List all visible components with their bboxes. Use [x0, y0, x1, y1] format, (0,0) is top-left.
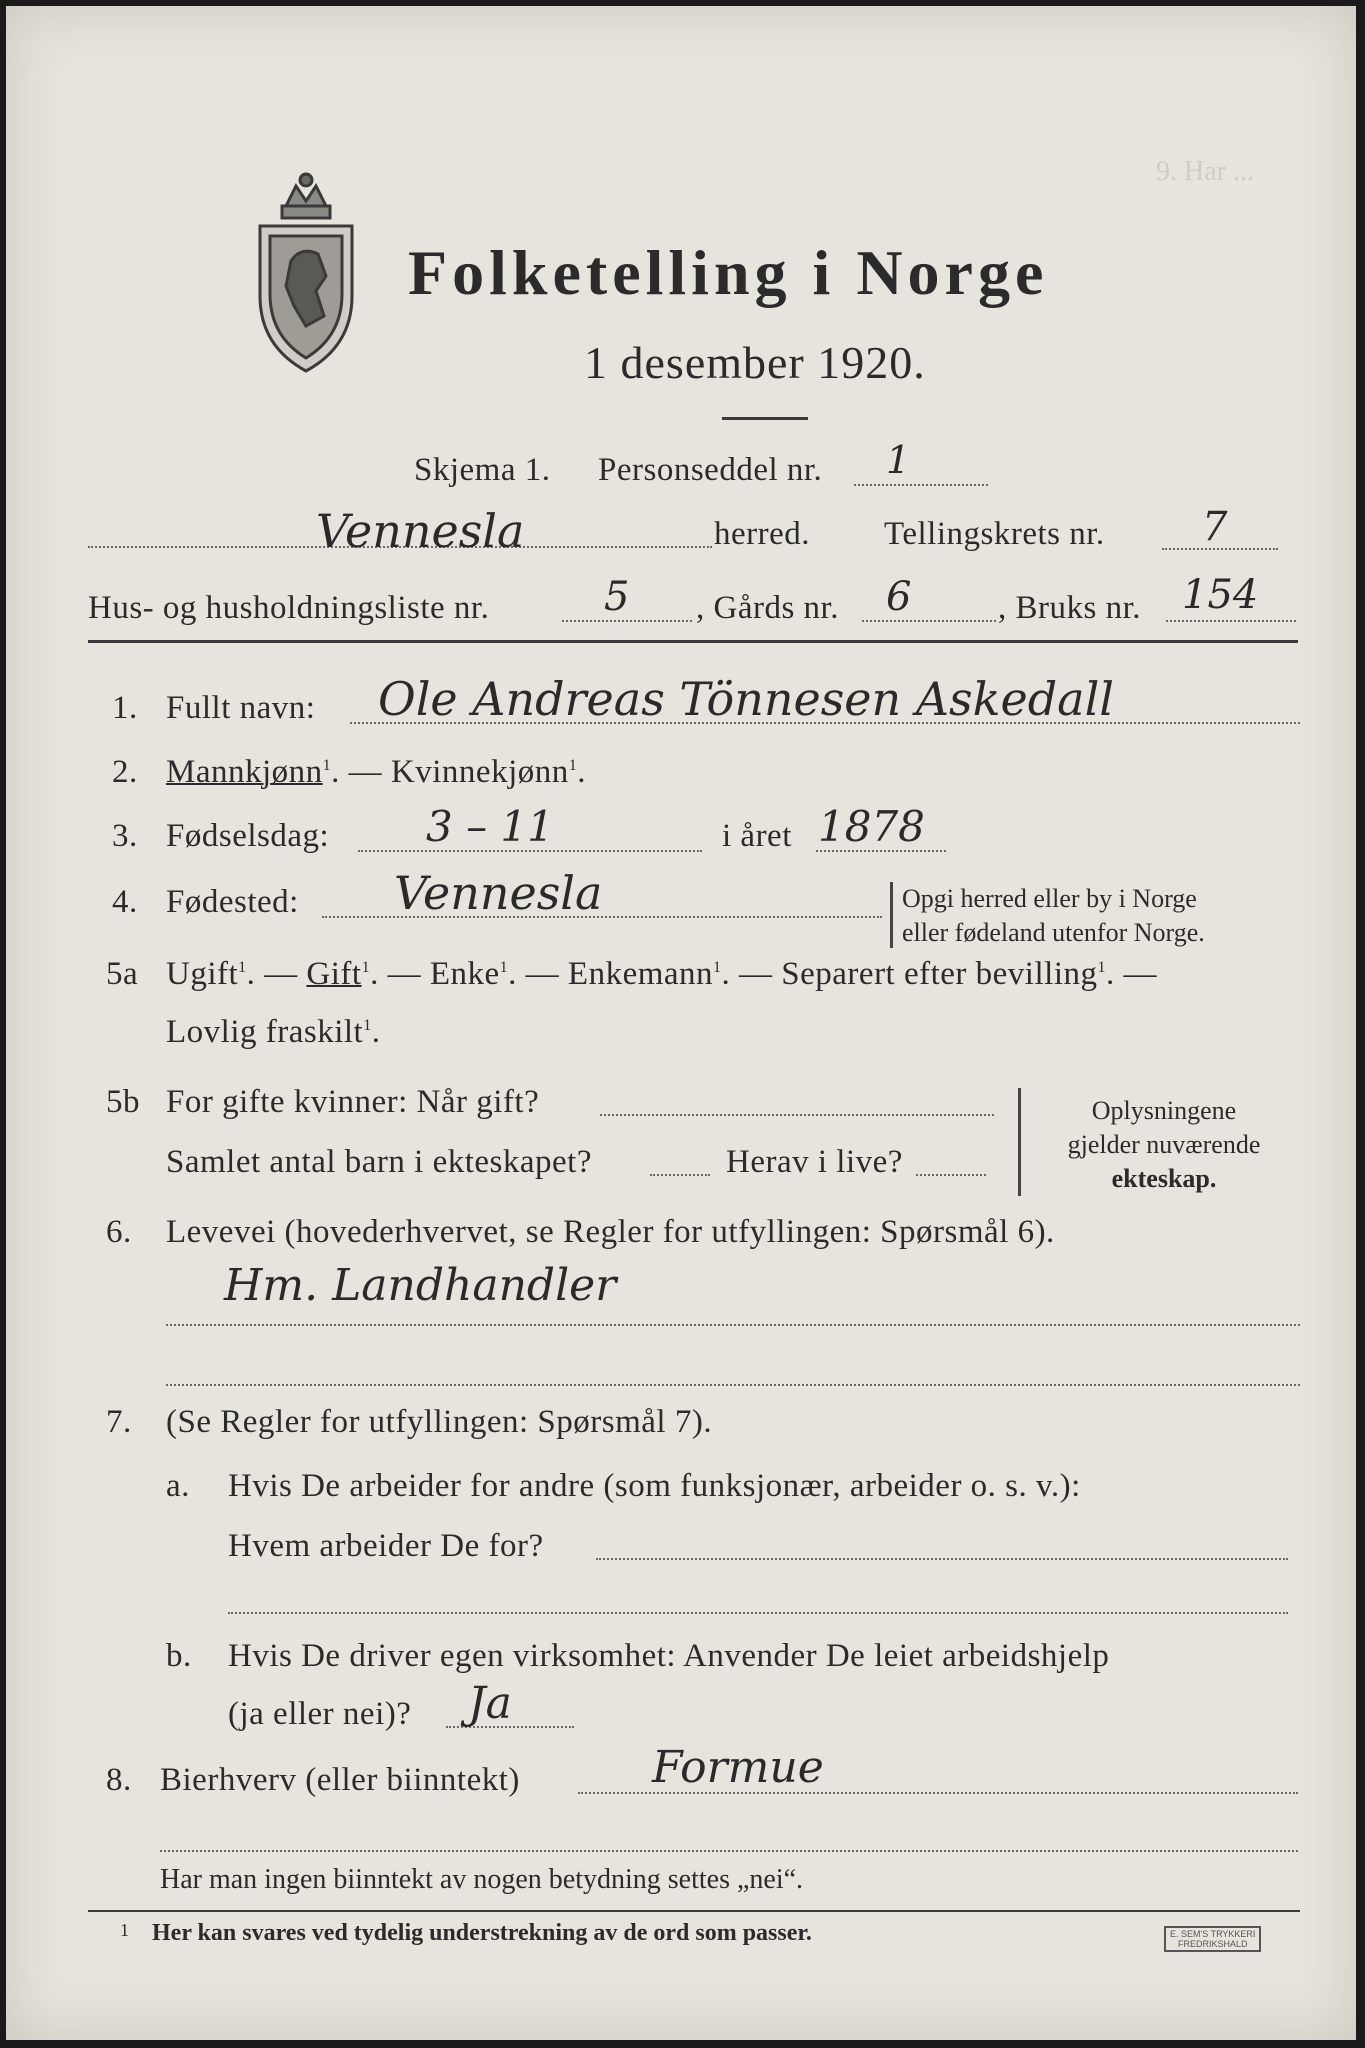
q7-number: 7.: [106, 1404, 132, 1440]
q7a-line2: Hvem arbeider De for?: [228, 1528, 544, 1564]
hired-help-value[interactable]: Ja: [468, 1678, 512, 1729]
census-form-page: [6, 6, 1356, 2040]
option-separert[interactable]: Separert efter bevilling: [781, 956, 1098, 992]
q3-number: 3.: [112, 818, 138, 854]
occupation-value[interactable]: Hm. Landhandler: [224, 1260, 617, 1311]
birthday-value[interactable]: 3 – 11: [426, 802, 554, 851]
gards-value[interactable]: 6: [886, 574, 912, 620]
q5a-number: 5a: [106, 956, 139, 992]
q3-label: Fødselsdag:: [166, 818, 330, 854]
birthplace-value[interactable]: Vennesla: [394, 866, 603, 920]
q8-label: Bierhverv (eller biinntekt): [160, 1762, 520, 1798]
q6-label: Levevei (hovederhvervet, se Regler for utfyllingen: Spørsmål 6).: [166, 1214, 1055, 1250]
occupation-line-2[interactable]: [166, 1384, 1300, 1386]
gards-label: , Gårds nr.: [696, 590, 839, 626]
footer-rule: [88, 1910, 1300, 1912]
tellingskrets-value[interactable]: 7: [1202, 504, 1228, 550]
children-label: Samlet antal barn i ekteskapet?: [166, 1144, 593, 1180]
q7a-letter: a.: [166, 1468, 190, 1504]
bleed-through-text: 9. Har ...: [1156, 156, 1254, 187]
marriage-note: Oplysningene gjelder nuværende ekteskap.: [1067, 1096, 1261, 1193]
bruks-label: , Bruks nr.: [998, 590, 1142, 626]
birth-year-value[interactable]: 1878: [818, 802, 925, 851]
birthplace-note: Opgi herred eller by i Norge eller fødeland utenfor Norge.: [902, 884, 1205, 947]
tellingskrets-label: Tellingskrets nr.: [884, 516, 1105, 552]
q7b-line2: (ja eller nei)?: [228, 1696, 412, 1732]
q7b-line1: Hvis De driver egen virksomhet: Anvender De leiet arbeidshjelp: [228, 1638, 1110, 1674]
q6-number: 6.: [106, 1214, 132, 1250]
married-date-field[interactable]: [600, 1114, 994, 1116]
side-income-line-2[interactable]: [160, 1850, 1298, 1852]
personseddel-label: Personseddel nr.: [598, 452, 823, 488]
year-label: i året: [722, 818, 792, 854]
living-count-field[interactable]: [916, 1174, 986, 1176]
bruks-value[interactable]: 154: [1182, 572, 1259, 618]
option-gift[interactable]: Gift: [306, 956, 362, 992]
census-date: 1 desember 1920.: [584, 337, 926, 388]
living-label: Herav i live?: [726, 1144, 903, 1180]
option-ugift[interactable]: Ugift: [166, 956, 239, 992]
q2-options: Mannkjønn$^1$. — Kvinnekjønn$^1$.: [166, 754, 586, 790]
q5b-label: For gifte kvinner: Når gift?: [166, 1084, 540, 1120]
herred-label: herred.: [714, 516, 811, 552]
skjema-label: Skjema 1.: [414, 452, 551, 488]
hus-label: Hus- og husholdningsliste nr.: [88, 590, 490, 626]
q4-number: 4.: [112, 884, 138, 920]
no-income-note: Har man ingen biinntekt av nogen betydning settes „nei“.: [160, 1864, 804, 1895]
q1-label: Fullt navn:: [166, 690, 316, 726]
q5a-options-cont: Lovlig fraskilt$^1$.: [166, 1014, 381, 1050]
option-kvinnekjonn[interactable]: Kvinnekjønn: [390, 754, 569, 790]
hus-value[interactable]: 5: [604, 574, 630, 620]
q5a-options: Ugift$^1$. — Gift$^1$. — Enke$^1$. — Enkemann$^1$. — Separert efter bevilling$^1$. —: [166, 956, 1157, 992]
option-enke[interactable]: Enke: [429, 956, 500, 992]
footnote-text: Her kan svares ved tydelig understrekning av de ord som passer.: [152, 1920, 812, 1946]
side-income-value[interactable]: Formue: [652, 1742, 824, 1793]
header-rule: [88, 640, 1298, 643]
q8-number: 8.: [106, 1762, 132, 1798]
herred-value[interactable]: Vennesla: [316, 504, 525, 558]
footnote-number: 1: [120, 1920, 129, 1940]
q7-label: (Se Regler for utfyllingen: Spørsmål 7).: [166, 1404, 713, 1440]
q7a-line1: Hvis De arbeider for andre (som funksjonær, arbeider o. s. v.):: [228, 1468, 1081, 1504]
option-fraskilt[interactable]: Lovlig fraskilt: [166, 1014, 364, 1050]
printer-stamp: E. SEM'S TRYKKERI FREDRIKSHALD: [1164, 1926, 1261, 1952]
full-name-value[interactable]: Ole Andreas Tönnesen Askedall: [378, 672, 1114, 726]
employer-field[interactable]: [596, 1558, 1288, 1560]
title-divider: [722, 417, 808, 420]
q1-number: 1.: [112, 690, 138, 726]
q4-label: Fødested:: [166, 884, 299, 920]
q5b-number: 5b: [106, 1084, 140, 1120]
personseddel-value[interactable]: 1: [886, 438, 911, 482]
form-title: Folketelling i Norge: [408, 237, 1049, 308]
option-enkemann[interactable]: Enkemann: [567, 956, 714, 992]
q7b-letter: b.: [166, 1638, 192, 1674]
coat-of-arms-icon: [246, 166, 366, 376]
option-mannkjonn[interactable]: Mannkjønn: [166, 754, 323, 790]
employer-field-2[interactable]: [228, 1612, 1288, 1614]
q2-number: 2.: [112, 754, 138, 790]
children-count-field[interactable]: [650, 1174, 710, 1176]
